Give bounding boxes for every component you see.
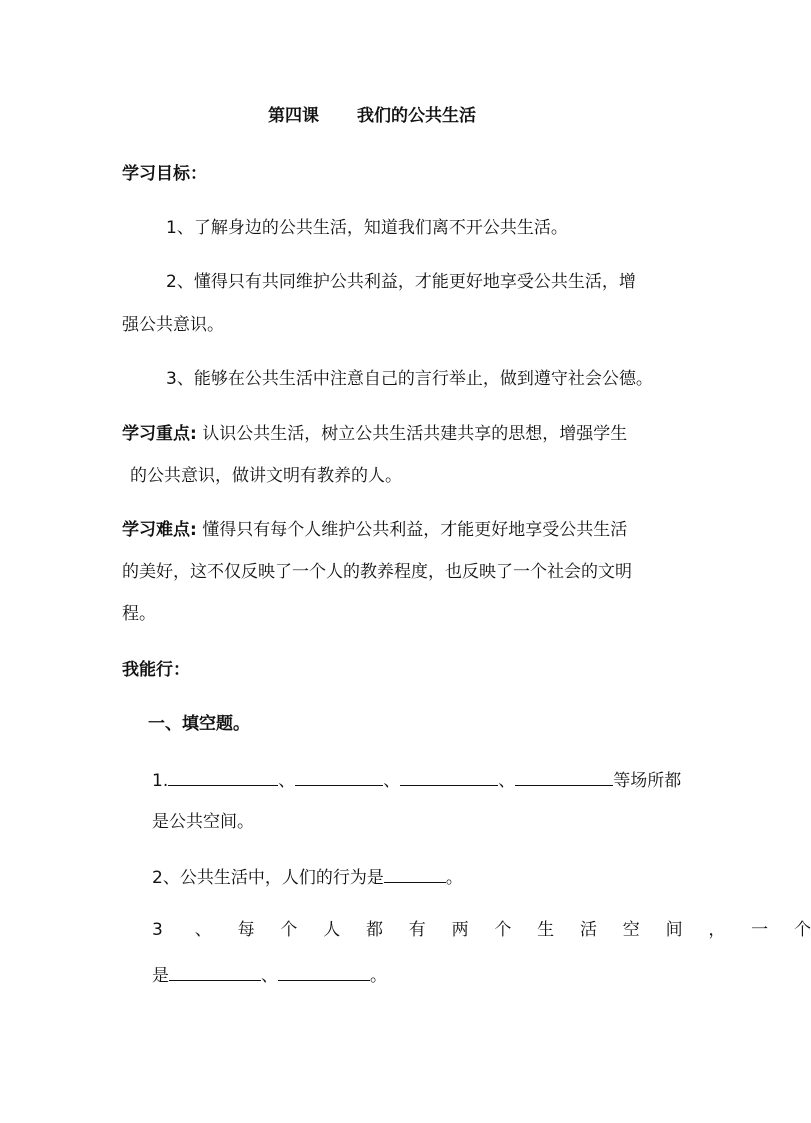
- question-1-line2: 是公共空间。: [152, 812, 254, 832]
- objectives-heading: 学习目标：: [122, 164, 207, 184]
- question-3-char: 、: [194, 920, 212, 940]
- key-points-label: 学习重点: [122, 424, 190, 444]
- objective-item-3: 3、能够在公共生活中注意自己的言行举止，做到遵守社会公德。: [166, 369, 653, 389]
- difficulties-colon: :: [190, 520, 197, 540]
- difficulties-label: 学习难点: [122, 520, 190, 540]
- question-3-char: 个: [280, 920, 298, 940]
- question-3-char: 活: [579, 920, 597, 940]
- difficulties-line3: 程。: [122, 604, 156, 624]
- page-title: [268, 104, 476, 128]
- question-3-char: 人: [323, 920, 341, 940]
- objective-item-2-line1: 2、懂得只有共同维护公共利益，才能更好地享受公共生活，增: [166, 272, 636, 292]
- question-3-line1: [152, 918, 811, 942]
- objective-item-1: 1、了解身边的公共生活，知道我们离不开公共生活。: [166, 218, 568, 238]
- answer-blank[interactable]: [169, 962, 261, 981]
- question-3-char: 都: [365, 920, 383, 940]
- key-points-line1: [122, 422, 627, 446]
- lesson-number: 第四课: [268, 106, 319, 126]
- difficulties-line1: [122, 518, 627, 542]
- difficulties-line2: 的美好，这不仅反映了一个人的教养程度，也反映了一个社会的文明: [122, 562, 632, 582]
- answer-blank[interactable]: [515, 767, 613, 786]
- question-2-text: 2、公共生活中，人们的行为是: [152, 868, 384, 888]
- separator: 、: [278, 771, 296, 791]
- question-3-char: 个: [793, 920, 811, 940]
- question-3-char: 生: [537, 920, 555, 940]
- question-3-char: 3: [152, 920, 163, 940]
- answer-blank[interactable]: [278, 962, 370, 981]
- answer-blank[interactable]: [400, 767, 498, 786]
- difficulties-text1: 懂得只有每个人维护公共利益，才能更好地享受公共生活: [196, 520, 628, 540]
- question-2: [152, 864, 463, 890]
- fill-blank-section-title: 一、填空题。: [148, 714, 250, 734]
- question-3-char: 一: [751, 920, 769, 940]
- question-3-char: 个: [494, 920, 512, 940]
- lesson-name: 我们的公共生活: [357, 106, 476, 126]
- question-3-char: 有: [408, 920, 426, 940]
- question-3-char: ，: [708, 920, 726, 940]
- question-1-line1: [152, 767, 681, 793]
- question-3-start: 是: [152, 966, 169, 986]
- question-2-end: 。: [445, 868, 463, 888]
- practice-heading: 我能行：: [122, 660, 190, 680]
- question-3-char: 间: [665, 920, 683, 940]
- question-3-line2: [152, 962, 387, 988]
- separator: 、: [498, 771, 516, 791]
- objective-item-2-line2: 强公共意识。: [122, 315, 224, 335]
- separator: 、: [261, 966, 278, 986]
- key-points-colon: :: [190, 424, 197, 444]
- question-3-end: 。: [370, 966, 387, 986]
- question-1-tail: 等场所都: [613, 771, 682, 791]
- question-3-char: 两: [451, 920, 469, 940]
- answer-blank[interactable]: [384, 864, 446, 883]
- separator: 、: [383, 771, 401, 791]
- question-3-char: 每: [237, 920, 255, 940]
- question-1-number: 1.: [152, 771, 169, 791]
- key-points-text1: 认识公共生活，树立公共生活共建共享的思想，增强学生: [196, 424, 628, 444]
- answer-blank[interactable]: [295, 767, 383, 786]
- question-3-char: 空: [622, 920, 640, 940]
- answer-blank[interactable]: [168, 767, 278, 786]
- key-points-line2: 的公共意识，做讲文明有教养的人。: [130, 466, 402, 486]
